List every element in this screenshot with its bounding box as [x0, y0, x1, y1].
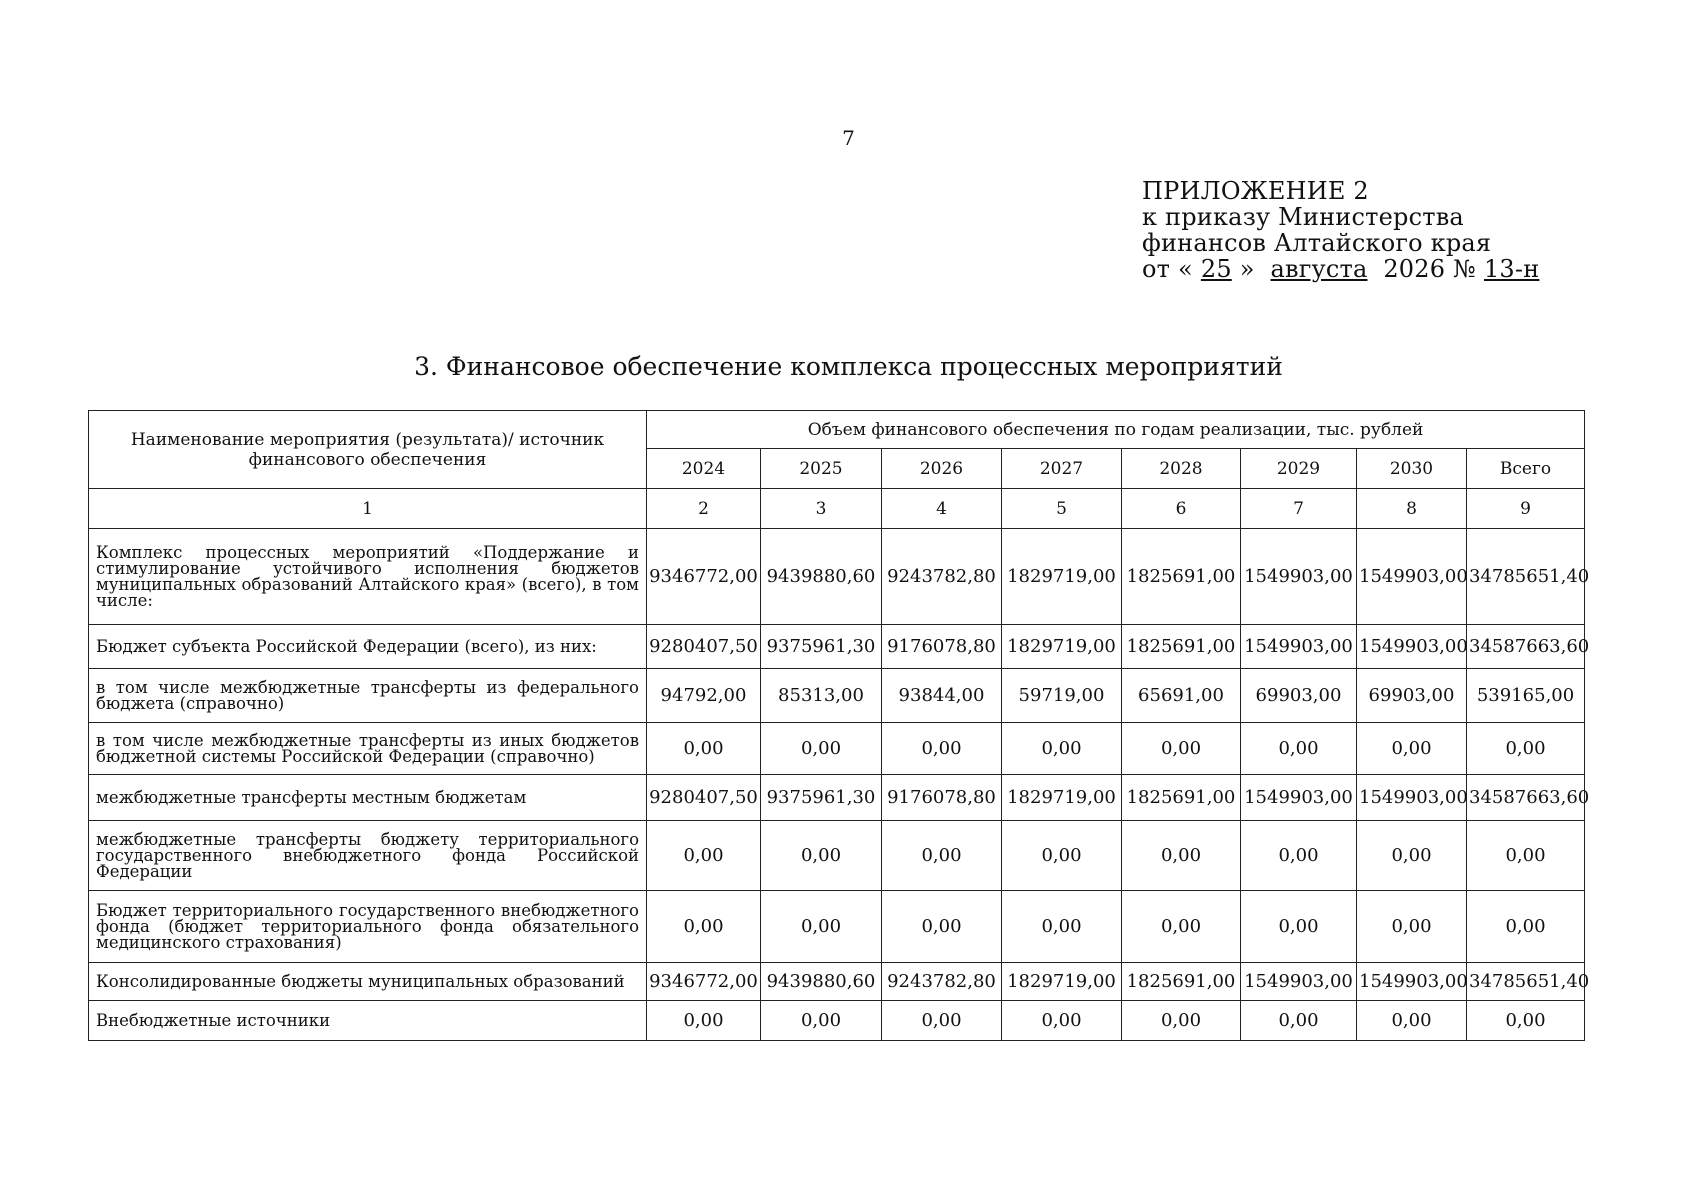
value-cell: 0,00	[761, 723, 882, 775]
appendix-ministry-line: финансов Алтайского края	[1142, 229, 1492, 257]
table-body	[89, 529, 1590, 1041]
value-cell: 1829719,00	[1002, 775, 1122, 821]
appendix-title: ПРИЛОЖЕНИЕ 2	[1142, 177, 1369, 205]
value-cell: 0,00	[1122, 1001, 1241, 1041]
value-cell: 0,00	[1357, 821, 1467, 891]
value-cell: 65691,00	[1122, 669, 1241, 723]
value-cell: 0,00	[1357, 723, 1467, 775]
value-cell: 85313,00	[761, 669, 882, 723]
value-cell: 9346772,00	[647, 963, 761, 1001]
value-cell: 0,00	[1241, 1001, 1357, 1041]
column-number-cell: 7	[1241, 489, 1357, 529]
column-number-cell: 3	[761, 489, 882, 529]
value-cell: 9280407,50	[647, 775, 761, 821]
document-title: 3. Финансовое обеспечение комплекса процессных мероприятий	[414, 352, 1283, 381]
value-cell: 0,00	[1122, 723, 1241, 775]
table-row	[89, 625, 1585, 669]
year-header-cell: 2030	[1357, 449, 1467, 489]
value-cell: 0,00	[1467, 891, 1585, 963]
year-header-cell: 2024	[647, 449, 761, 489]
value-cell: 0,00	[1467, 1001, 1585, 1041]
value-cell: 1549903,00	[1357, 625, 1467, 669]
value-cell: 1549903,00	[1357, 963, 1467, 1001]
column-number-cell: 6	[1122, 489, 1241, 529]
year-header-cell: 2027	[1002, 449, 1122, 489]
value-cell: 0,00	[1002, 891, 1122, 963]
value-cell: 0,00	[647, 1001, 761, 1041]
column-numbers-row	[89, 489, 1585, 529]
table-row	[89, 669, 1585, 723]
table-row	[89, 891, 1585, 963]
date-month: августа	[1270, 255, 1368, 283]
value-cell: 9176078,80	[882, 625, 1002, 669]
value-cell: 1549903,00	[1241, 529, 1357, 625]
year-header-cell: 2029	[1241, 449, 1357, 489]
value-cell: 1825691,00	[1122, 529, 1241, 625]
year-header-cell: 2025	[761, 449, 882, 489]
column-number-cell: 9	[1467, 489, 1585, 529]
order-number: 13-н	[1483, 255, 1540, 283]
value-cell: 1549903,00	[1357, 775, 1467, 821]
table-row	[89, 963, 1585, 1001]
value-cell: 9243782,80	[882, 963, 1002, 1001]
value-cell: 0,00	[1357, 1001, 1467, 1041]
value-cell: 0,00	[1122, 821, 1241, 891]
value-cell: 1829719,00	[1002, 963, 1122, 1001]
value-cell: 1549903,00	[1241, 963, 1357, 1001]
financing-table	[88, 410, 1590, 1041]
value-cell: 34587663,60	[1467, 775, 1585, 821]
table-row	[89, 821, 1585, 891]
value-cell: 1829719,00	[1002, 625, 1122, 669]
value-cell: 69903,00	[1357, 669, 1467, 723]
value-cell: 0,00	[1241, 821, 1357, 891]
date-mid: »	[1239, 255, 1255, 283]
table-row	[89, 1001, 1585, 1041]
table-row	[89, 775, 1585, 821]
value-cell: 0,00	[882, 723, 1002, 775]
value-cell: 9375961,30	[761, 625, 882, 669]
value-cell: 1549903,00	[1357, 529, 1467, 625]
year-header-cell: 2028	[1122, 449, 1241, 489]
value-cell: 539165,00	[1467, 669, 1585, 723]
page-number: 7	[842, 126, 855, 150]
value-cell: 69903,00	[1241, 669, 1357, 723]
value-cell: 0,00	[1241, 891, 1357, 963]
row-name-cell: Бюджет территориального государственного внебюджетного фонда (бюджет территориального фонда обязательного медицинского страхования)	[89, 891, 647, 963]
column-number-cell: 2	[647, 489, 761, 529]
value-cell: 1549903,00	[1241, 625, 1357, 669]
column-number-cell: 4	[882, 489, 1002, 529]
column-number-cell: 5	[1002, 489, 1122, 529]
value-cell: 0,00	[1357, 891, 1467, 963]
row-name-cell: межбюджетные трансферты бюджету территориального государственного внебюджетного фонда Российской Федерации	[89, 821, 647, 891]
value-cell: 0,00	[761, 1001, 882, 1041]
value-cell: 0,00	[1122, 891, 1241, 963]
date-year-no: 2026 №	[1383, 255, 1476, 283]
value-cell: 0,00	[1467, 723, 1585, 775]
date-day: 25	[1200, 255, 1232, 283]
value-cell: 9375961,30	[761, 775, 882, 821]
date-prefix: от «	[1142, 255, 1193, 283]
value-cell: 9280407,50	[647, 625, 761, 669]
appendix-block	[1142, 178, 1547, 282]
row-name-cell: Внебюджетные источники	[89, 1001, 647, 1041]
value-cell: 1549903,00	[1241, 775, 1357, 821]
value-cell: 0,00	[1467, 821, 1585, 891]
value-cell: 0,00	[1002, 1001, 1122, 1041]
value-cell: 93844,00	[882, 669, 1002, 723]
appendix-date-line	[1142, 256, 1547, 282]
header-volume-cell: Объем финансового обеспечения по годам реализации, тыс. рублей	[647, 411, 1585, 449]
value-cell: 0,00	[647, 891, 761, 963]
value-cell: 0,00	[1002, 821, 1122, 891]
row-name-cell: в том числе межбюджетные трансферты из федерального бюджета (справочно)	[89, 669, 647, 723]
value-cell: 0,00	[882, 891, 1002, 963]
row-name-cell: Консолидированные бюджеты муниципальных образований	[89, 963, 647, 1001]
value-cell: 0,00	[882, 1001, 1002, 1041]
header-name-cell: Наименование мероприятия (результата)/ источник финансового обеспечения	[89, 411, 647, 489]
value-cell: 9243782,80	[882, 529, 1002, 625]
value-cell: 0,00	[1002, 723, 1122, 775]
value-cell: 0,00	[761, 821, 882, 891]
row-name-cell: межбюджетные трансферты местным бюджетам	[89, 775, 647, 821]
value-cell: 1825691,00	[1122, 963, 1241, 1001]
value-cell: 9439880,60	[761, 529, 882, 625]
row-name-cell: Бюджет субъекта Российской Федерации (всего), из них:	[89, 625, 647, 669]
value-cell: 0,00	[761, 891, 882, 963]
appendix-order-line: к приказу Министерства	[1142, 203, 1464, 231]
value-cell: 9439880,60	[761, 963, 882, 1001]
value-cell: 0,00	[1241, 723, 1357, 775]
value-cell: 34587663,60	[1467, 625, 1585, 669]
value-cell: 0,00	[882, 821, 1002, 891]
year-header-cell: Всего	[1467, 449, 1585, 489]
value-cell: 94792,00	[647, 669, 761, 723]
value-cell: 1829719,00	[1002, 529, 1122, 625]
column-number-cell: 1	[89, 489, 647, 529]
value-cell: 34785651,40	[1467, 529, 1585, 625]
table-row	[89, 529, 1585, 625]
value-cell: 1825691,00	[1122, 775, 1241, 821]
value-cell: 59719,00	[1002, 669, 1122, 723]
row-name-cell: в том числе межбюджетные трансферты из иных бюджетов бюджетной системы Российской Федерации (справочно)	[89, 723, 647, 775]
table-row	[89, 723, 1585, 775]
value-cell: 0,00	[647, 723, 761, 775]
value-cell: 0,00	[647, 821, 761, 891]
value-cell: 1825691,00	[1122, 625, 1241, 669]
row-name-cell: Комплекс процессных мероприятий «Поддержание и стимулирование устойчивого исполнения бюджетов муниципальных образований Алтайского края» (всего), в том числе:	[89, 529, 647, 625]
value-cell: 34785651,40	[1467, 963, 1585, 1001]
column-number-cell: 8	[1357, 489, 1467, 529]
value-cell: 9346772,00	[647, 529, 761, 625]
year-header-cell: 2026	[882, 449, 1002, 489]
value-cell: 9176078,80	[882, 775, 1002, 821]
